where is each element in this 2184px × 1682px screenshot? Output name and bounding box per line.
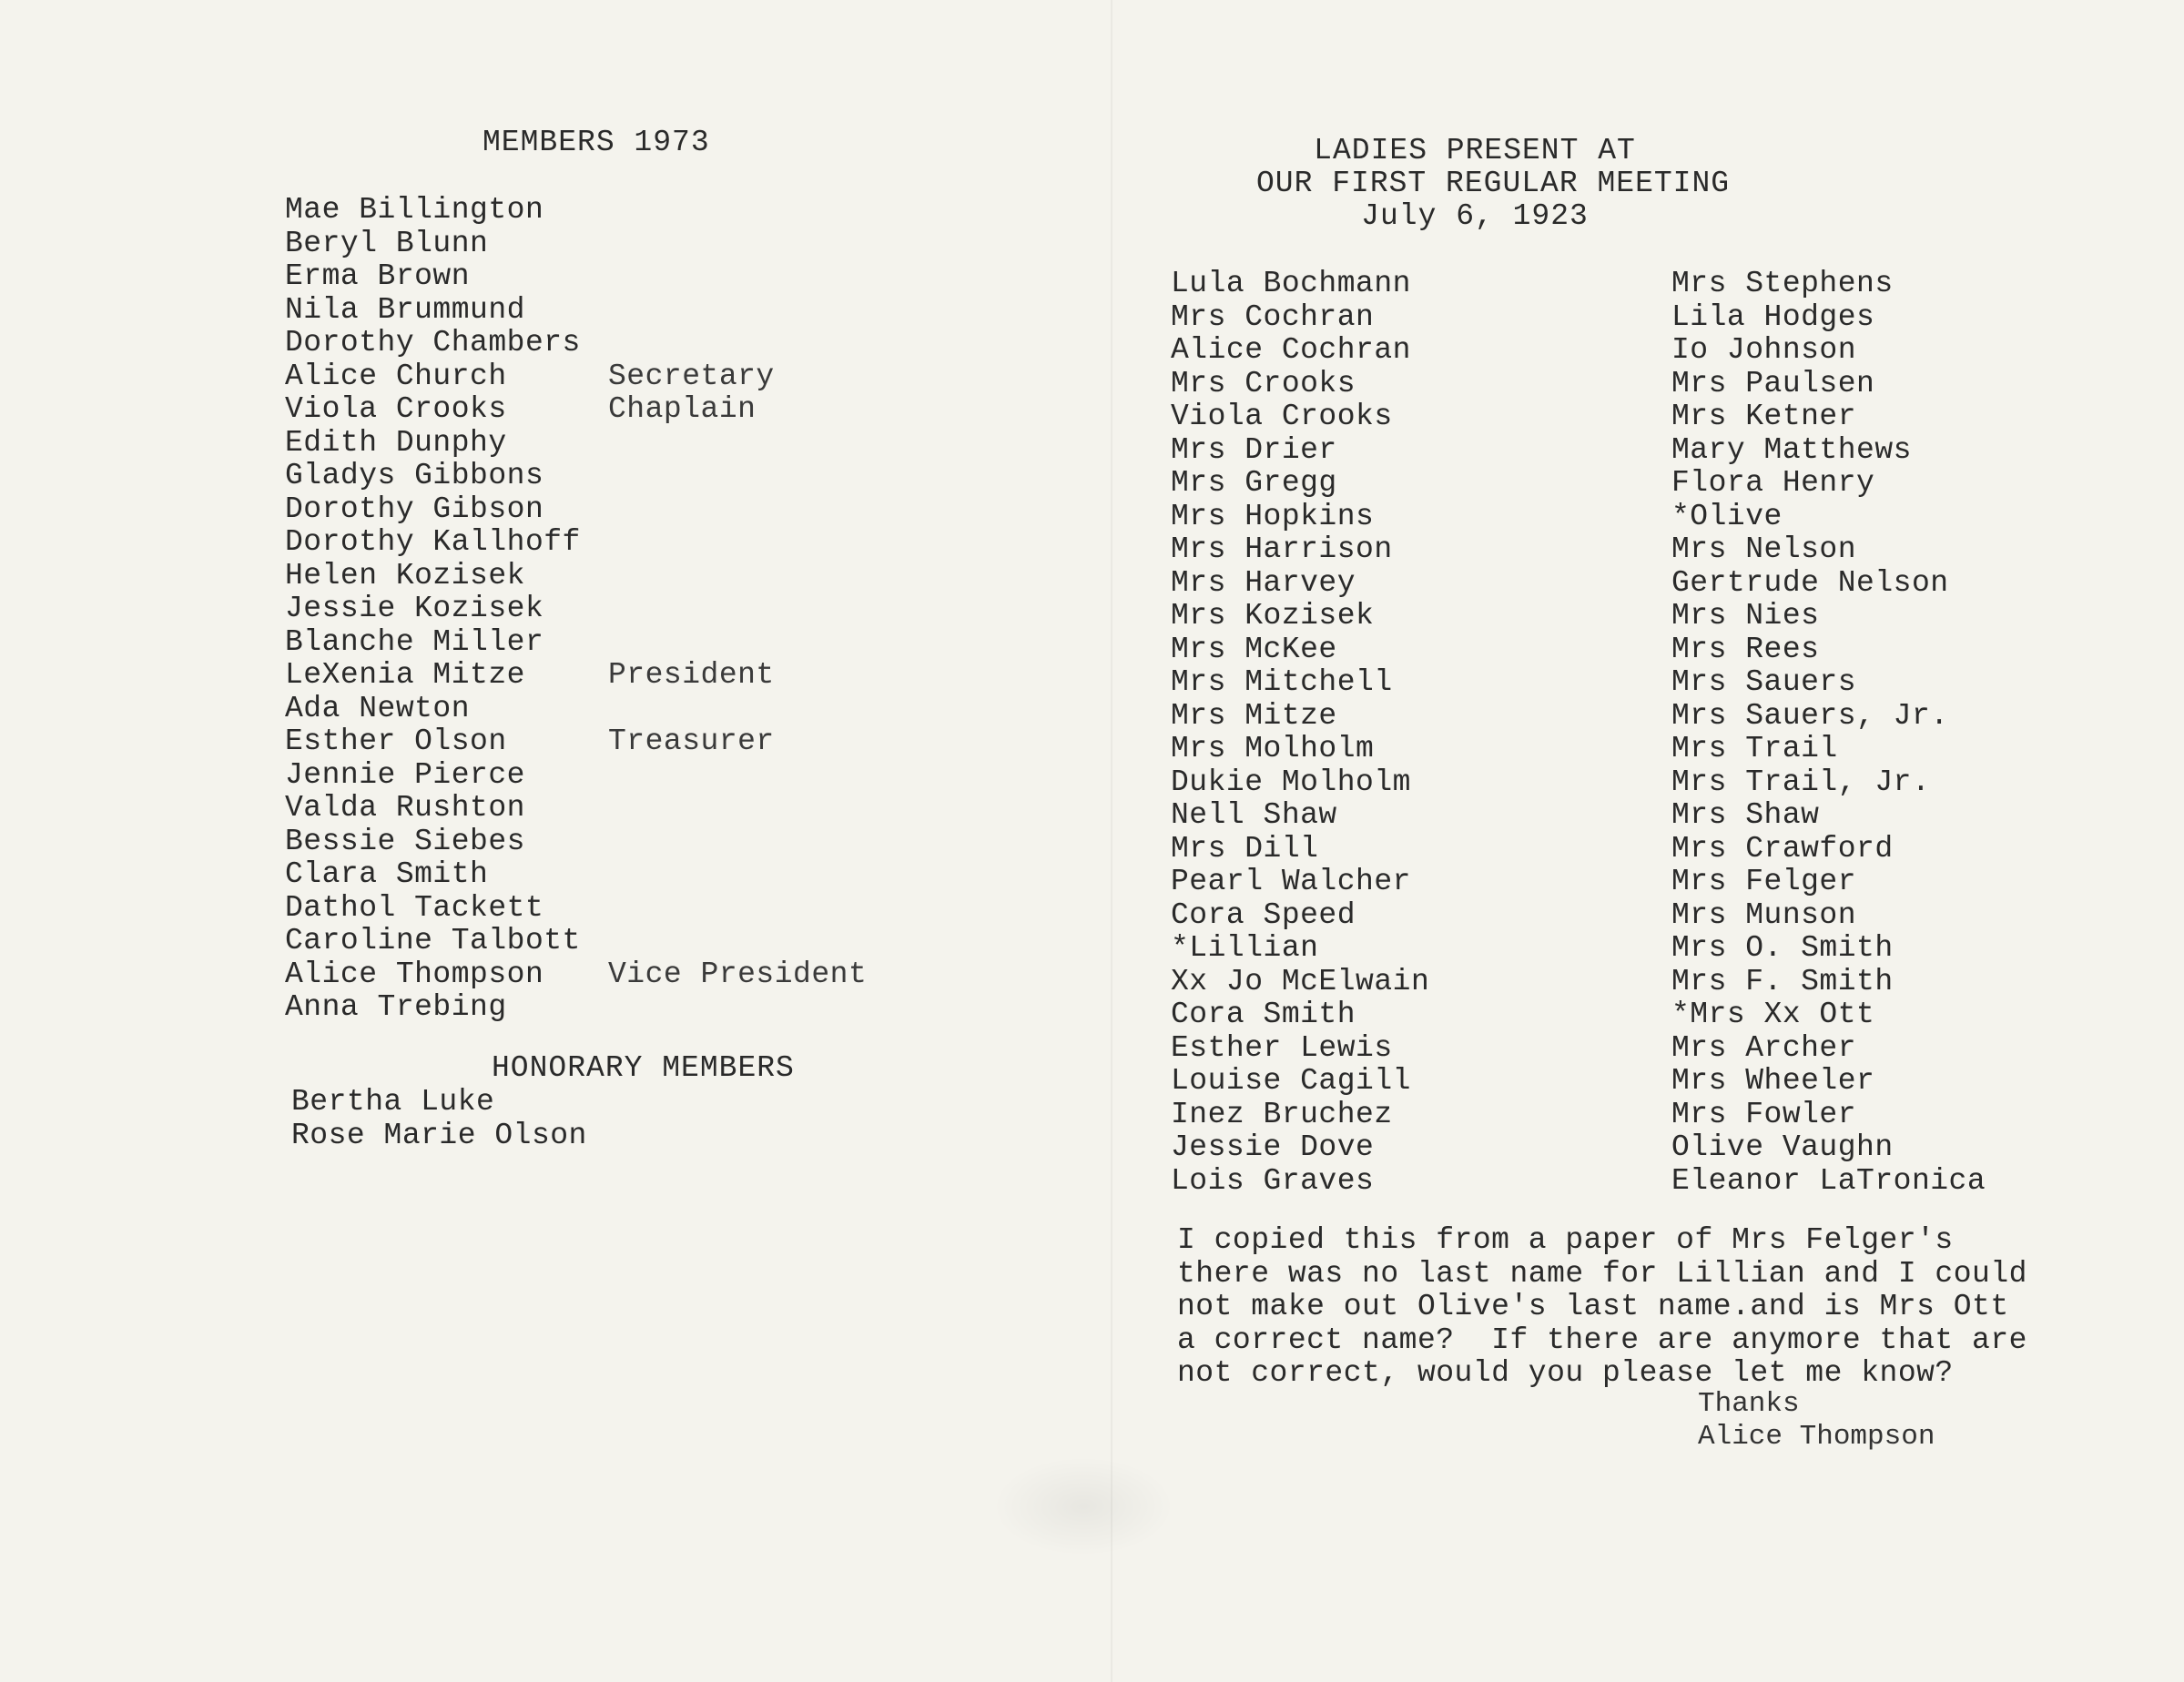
member-name: Alice Thompson xyxy=(285,957,544,991)
members-heading: MEMBERS 1973 xyxy=(483,126,710,159)
attendee-name: Mrs Mitze xyxy=(1171,698,1337,733)
attendee-name: Mrs Harrison xyxy=(1171,532,1393,566)
attendee-name: Dukie Molholm xyxy=(1171,765,1411,799)
attendee-name: Mrs Kozisek xyxy=(1171,599,1375,633)
member-row xyxy=(285,327,867,360)
attendee-name: Cora Smith xyxy=(1171,998,1356,1031)
member-name: Jennie Pierce xyxy=(285,757,525,792)
honorary-heading: HONORARY MEMBERS xyxy=(492,1051,795,1085)
attendee-name: Lois Graves xyxy=(1171,1163,1375,1198)
member-name: Dorothy Gibson xyxy=(285,491,544,526)
attendee-name: Esther Lewis xyxy=(1171,1030,1393,1065)
attendee-name: Io Johnson xyxy=(1671,333,1857,367)
member-row xyxy=(285,360,867,394)
member-row xyxy=(285,427,867,461)
member-row xyxy=(285,526,867,560)
member-row xyxy=(285,693,867,726)
attendee-name: Jessie Dove xyxy=(1171,1130,1375,1164)
attendee-name: Flora Henry xyxy=(1671,466,1875,500)
member-office: Treasurer xyxy=(608,724,775,758)
attendee-name: Mrs Trail, Jr. xyxy=(1671,765,1931,799)
signature-block xyxy=(1698,1388,1935,1454)
member-row xyxy=(285,659,867,693)
member-row xyxy=(285,925,867,958)
member-row xyxy=(285,260,867,294)
attendee-name: Mrs O. Smith xyxy=(1671,931,1894,965)
ladies-column-left xyxy=(1171,268,1429,1198)
member-row xyxy=(285,892,867,926)
fold-line xyxy=(1111,0,1112,1682)
attendee-name: *Olive xyxy=(1671,499,1783,533)
attendee-name: *Lillian xyxy=(1171,931,1319,965)
attendee-name: Mrs Paulsen xyxy=(1671,366,1875,400)
attendee-name: Lula Bochmann xyxy=(1171,267,1411,300)
member-row xyxy=(285,826,867,859)
attendee-name: Mary Matthews xyxy=(1671,432,1912,467)
attendee-name: Xx Jo McElwain xyxy=(1171,964,1430,998)
member-name: Caroline Talbott xyxy=(285,924,581,958)
member-name: Ada Newton xyxy=(285,691,471,725)
member-name: LeXenia Mitze xyxy=(285,658,525,692)
member-row xyxy=(285,228,867,261)
attendee-name: Mrs Archer xyxy=(1671,1030,1857,1065)
member-name: Jessie Kozisek xyxy=(285,592,544,625)
honorary-member: Bertha Luke xyxy=(291,1085,495,1119)
member-name: Nila Brummund xyxy=(285,292,525,327)
member-name: Edith Dunphy xyxy=(285,425,507,460)
honorary-member: Rose Marie Olson xyxy=(291,1118,587,1152)
member-row xyxy=(285,194,867,228)
attendee-name: Eleanor LaTronica xyxy=(1671,1163,1986,1198)
note-line: not make out Olive's last name.and is Mrs Ott xyxy=(1177,1290,2009,1323)
member-name: Bessie Siebes xyxy=(285,824,525,858)
attendee-name: Mrs Nies xyxy=(1671,599,1820,633)
attendee-name: Nell Shaw xyxy=(1171,798,1337,832)
ladies-heading-line: OUR FIRST REGULAR MEETING xyxy=(1256,167,1731,200)
attendee-name: Mrs Dill xyxy=(1171,831,1319,866)
attendee-name: Mrs Shaw xyxy=(1671,798,1820,832)
attendee-name: *Mrs Xx Ott xyxy=(1671,998,1875,1031)
note-line: a correct name? If there are anymore that are xyxy=(1177,1322,2027,1357)
member-office: President xyxy=(608,658,775,692)
attendee-name: Pearl Walcher xyxy=(1171,865,1411,898)
attendee-name: Mrs Nelson xyxy=(1671,532,1857,566)
member-name: Esther Olson xyxy=(285,724,507,758)
member-office: Chaplain xyxy=(608,392,757,426)
honorary-list xyxy=(291,1086,587,1152)
note-line: I copied this from a paper of Mrs Felger's xyxy=(1177,1223,1954,1257)
attendee-name: Mrs Munson xyxy=(1671,897,1857,932)
note-line: there was no last name for Lillian and I could xyxy=(1177,1256,2027,1291)
member-row xyxy=(285,493,867,527)
member-name: Dorothy Chambers xyxy=(285,326,581,360)
attendee-name: Mrs Sauers xyxy=(1671,665,1857,699)
member-row xyxy=(285,759,867,793)
attendee-name: Mrs Hopkins xyxy=(1171,499,1375,533)
member-row xyxy=(285,958,867,992)
member-row xyxy=(285,991,867,1025)
attendee-name: Mrs McKee xyxy=(1171,632,1337,666)
member-name: Clara Smith xyxy=(285,857,489,891)
attendee-name: Mrs F. Smith xyxy=(1671,964,1894,998)
signature-name: Alice Thompson xyxy=(1698,1421,1935,1453)
member-row xyxy=(285,593,867,626)
member-row xyxy=(285,560,867,593)
ladies-heading xyxy=(1256,134,1731,233)
attendee-name: Mrs Harvey xyxy=(1171,565,1356,600)
ladies-heading-line: LADIES PRESENT AT xyxy=(1314,134,1636,167)
member-name: Viola Crooks xyxy=(285,392,507,426)
attendee-name: Mrs Molholm xyxy=(1171,732,1375,765)
member-name: Gladys Gibbons xyxy=(285,459,544,492)
note-line: not correct, would you please let me know? xyxy=(1177,1356,1954,1390)
member-name: Dorothy Kallhoff xyxy=(285,525,581,559)
attendee-name: Mrs Trail xyxy=(1671,732,1838,765)
member-name: Dathol Tackett xyxy=(285,890,544,925)
attendee-name: Viola Crooks xyxy=(1171,400,1393,433)
attendee-name: Alice Cochran xyxy=(1171,333,1411,367)
member-office: Secretary xyxy=(608,359,775,393)
member-name: Anna Trebing xyxy=(285,990,507,1024)
member-row xyxy=(285,460,867,493)
member-row xyxy=(285,858,867,892)
attendee-name: Mrs Ketner xyxy=(1671,400,1857,433)
attendee-name: Mrs Stephens xyxy=(1671,267,1894,300)
smudge-mark xyxy=(992,1456,1174,1556)
attendee-name: Inez Bruchez xyxy=(1171,1097,1393,1131)
attendee-name: Mrs Gregg xyxy=(1171,466,1337,500)
member-name: Blanche Miller xyxy=(285,624,544,659)
meeting-date: July 6, 1923 xyxy=(1361,199,1589,233)
attendee-name: Mrs Mitchell xyxy=(1171,665,1393,699)
attendee-name: Mrs Felger xyxy=(1671,865,1857,898)
member-name: Erma Brown xyxy=(285,259,471,293)
member-office: Vice President xyxy=(608,957,868,991)
attendee-name: Lila Hodges xyxy=(1671,299,1875,334)
attendee-name: Cora Speed xyxy=(1171,897,1356,932)
attendee-name: Louise Cagill xyxy=(1171,1064,1411,1098)
attendee-name: Mrs Fowler xyxy=(1671,1097,1857,1131)
attendee-name: Olive Vaughn xyxy=(1671,1130,1894,1164)
member-name: Helen Kozisek xyxy=(285,558,525,593)
member-row xyxy=(285,626,867,660)
member-name: Valda Rushton xyxy=(285,791,525,825)
member-name: Beryl Blunn xyxy=(285,226,489,260)
attendee-name: Mrs Crawford xyxy=(1671,831,1894,866)
member-row xyxy=(285,294,867,328)
member-name: Alice Church xyxy=(285,359,507,393)
note-paragraph xyxy=(1177,1224,2027,1391)
member-row xyxy=(285,725,867,759)
member-row xyxy=(285,792,867,826)
attendee-name: Mrs Drier xyxy=(1171,432,1337,467)
closing-text: Thanks xyxy=(1698,1388,1800,1420)
attendee-name: Mrs Cochran xyxy=(1171,299,1375,334)
members-list xyxy=(285,194,867,1025)
member-name: Mae Billington xyxy=(285,193,544,227)
attendee-name: Mrs Crooks xyxy=(1171,366,1356,400)
attendee-name: Mrs Rees xyxy=(1671,632,1820,666)
member-row xyxy=(285,393,867,427)
ladies-column-right xyxy=(1671,268,1986,1198)
attendee-name: Mrs Wheeler xyxy=(1671,1064,1875,1098)
attendee-name: Gertrude Nelson xyxy=(1671,565,1949,600)
attendee-name: Mrs Sauers, Jr. xyxy=(1671,698,1949,733)
